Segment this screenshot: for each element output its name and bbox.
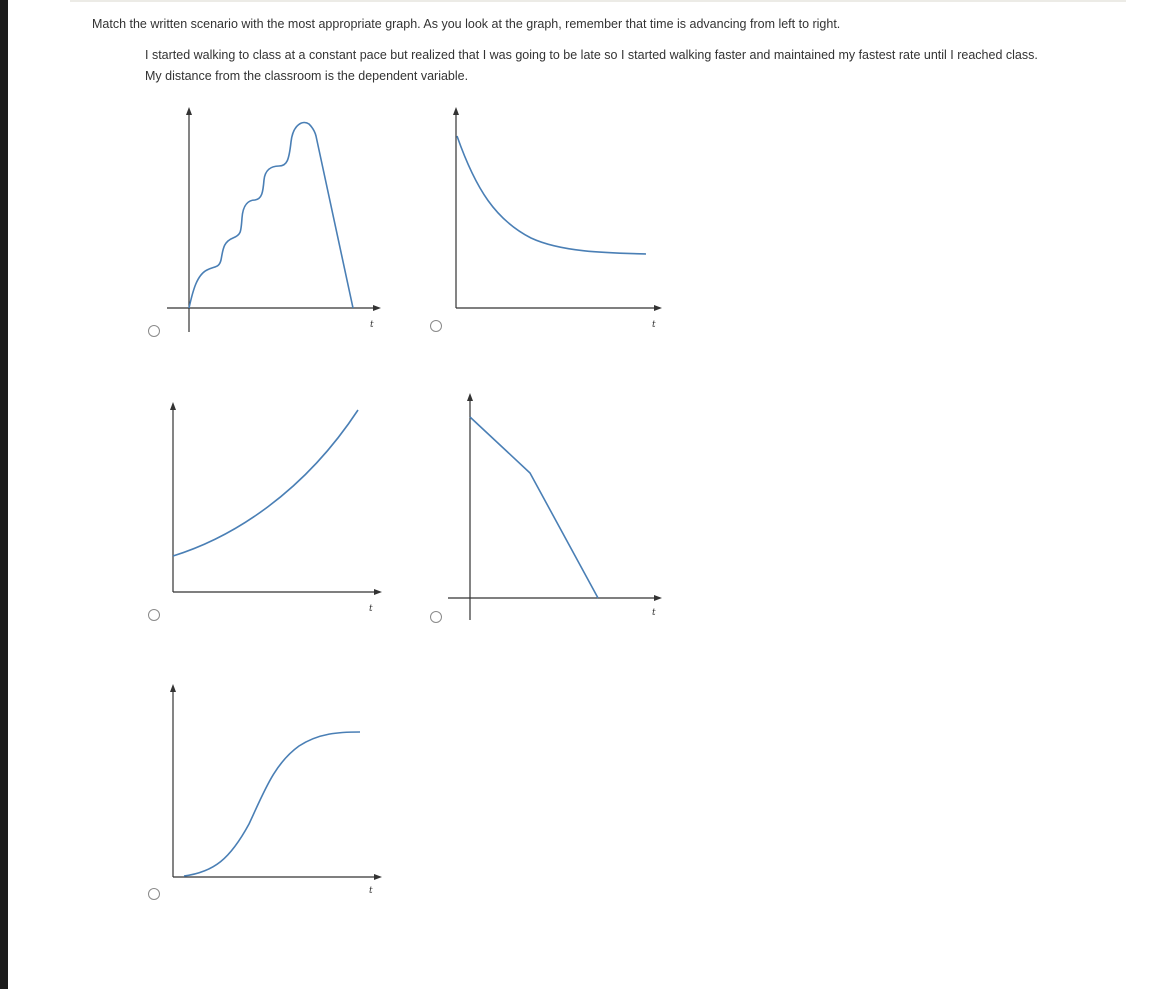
y-axis-arrow <box>186 107 192 115</box>
radio-option-c[interactable] <box>148 609 160 621</box>
radio-option-b[interactable] <box>430 320 442 332</box>
radio-option-d[interactable] <box>430 611 442 623</box>
curve <box>173 410 358 556</box>
graph-d <box>446 385 666 625</box>
window-edge <box>0 0 8 989</box>
t-axis-label: t <box>369 604 373 614</box>
t-axis-label: t <box>369 886 373 896</box>
radio-option-a[interactable] <box>148 325 160 337</box>
curve <box>184 732 360 876</box>
graph-b <box>446 100 666 340</box>
scenario-line-2: My distance from the classroom is the dependent variable. <box>145 69 469 83</box>
scenario-line-1: I started walking to class at a constant pace but realized that I was going to be late so I started walking faster and maintained my fastest rate until I reached class. <box>145 48 1038 62</box>
y-axis-arrow <box>170 402 176 410</box>
x-axis-arrow <box>373 305 381 311</box>
graph-e <box>164 674 384 914</box>
y-axis-arrow <box>453 107 459 115</box>
y-axis-arrow <box>467 393 473 401</box>
x-axis-arrow <box>374 874 382 880</box>
y-axis-arrow <box>170 684 176 692</box>
t-axis-label: t <box>652 608 656 618</box>
graph-a <box>165 100 385 340</box>
radio-option-e[interactable] <box>148 888 160 900</box>
curve <box>189 123 353 308</box>
x-axis-arrow <box>374 589 382 595</box>
t-axis-label: t <box>652 320 656 330</box>
top-divider <box>70 0 1126 2</box>
scenario-text <box>145 45 1155 87</box>
curve <box>470 417 598 598</box>
graph-c <box>164 392 384 632</box>
x-axis-arrow <box>654 305 662 311</box>
t-axis-label: t <box>370 320 374 330</box>
x-axis-arrow <box>654 595 662 601</box>
curve <box>457 136 646 254</box>
question-prompt: Match the written scenario with the most appropriate graph. As you look at the graph, remember that time is advancing from left to right. <box>92 17 841 31</box>
